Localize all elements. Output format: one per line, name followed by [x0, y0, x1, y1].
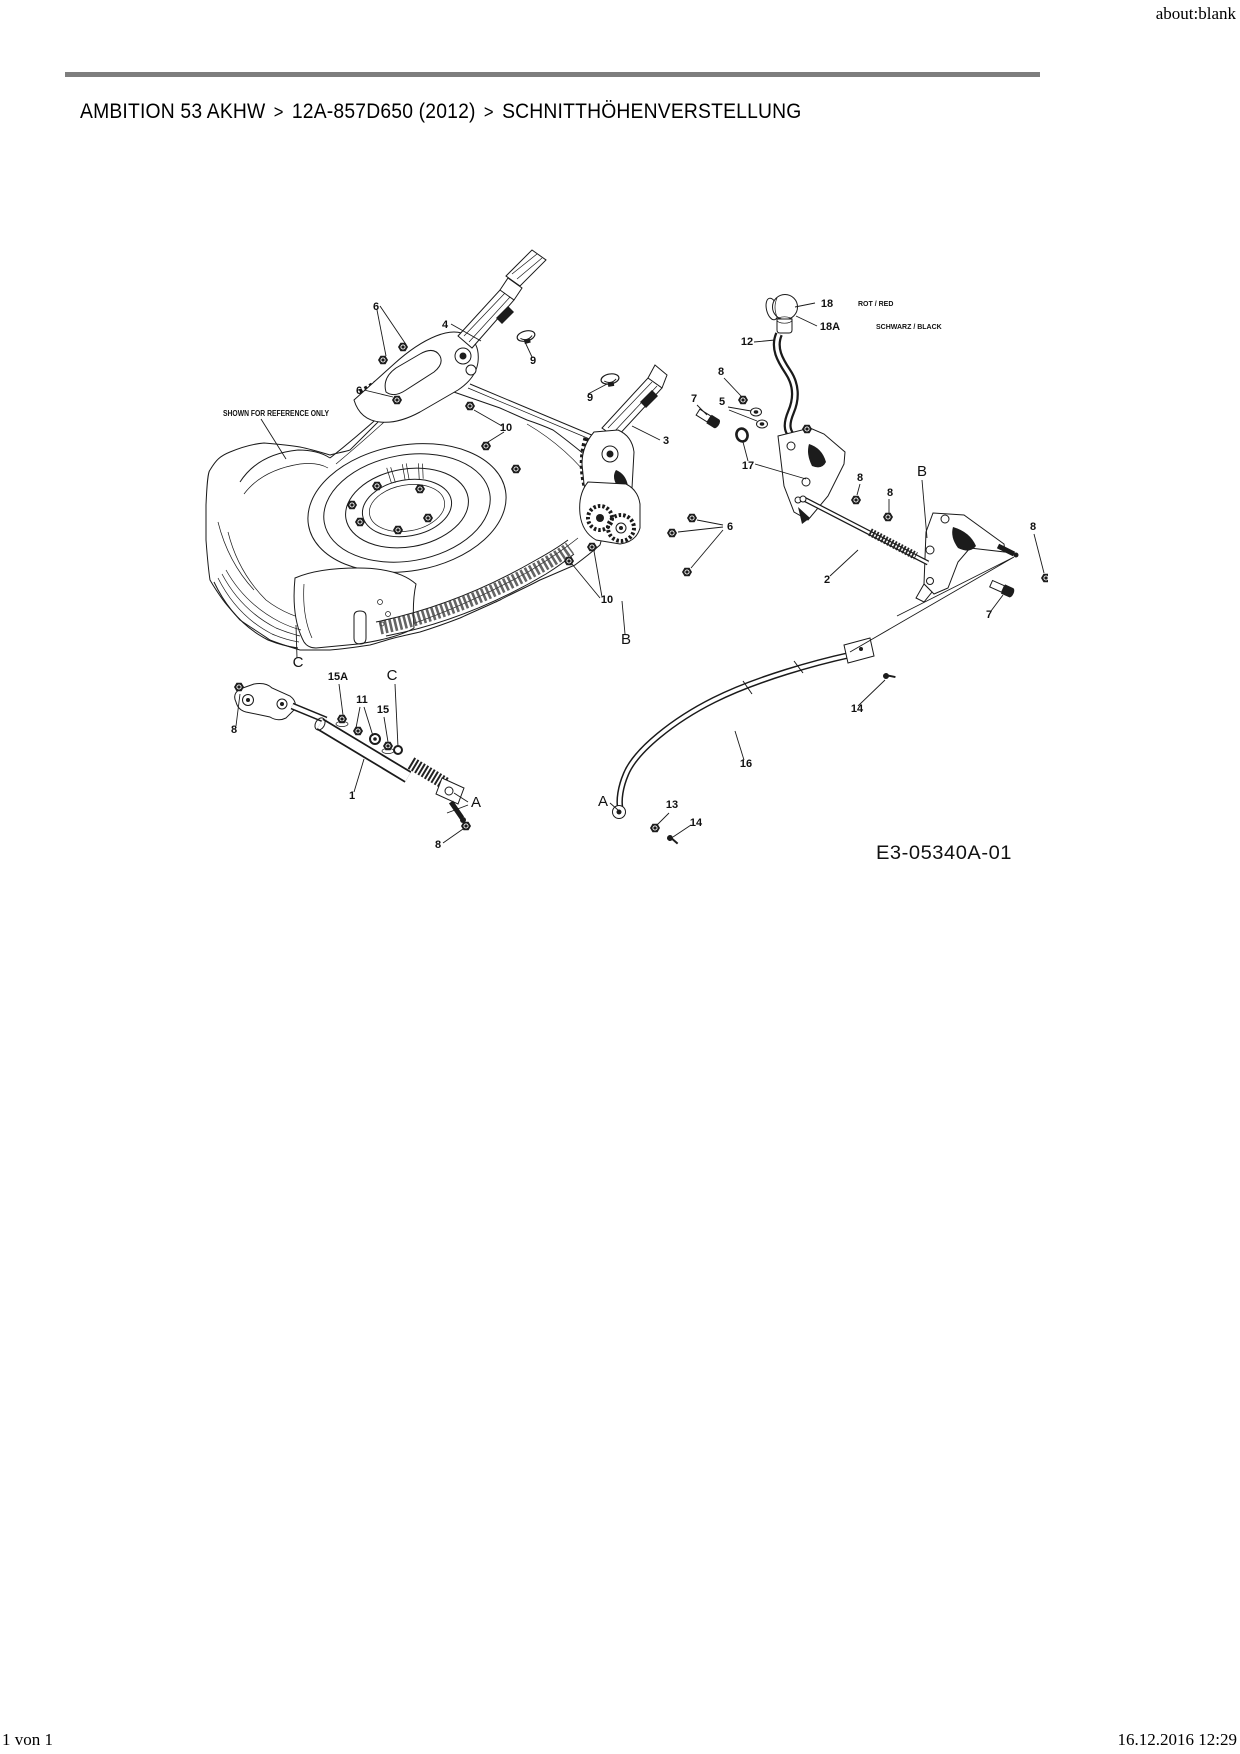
part-callout-1: 1 — [348, 790, 356, 802]
reference-note: SHOWN FOR REFERENCE ONLY — [223, 409, 330, 418]
view-ref-A: A — [470, 794, 482, 811]
breadcrumb-model: AMBITION 53 AKHW — [80, 100, 266, 123]
part-callout-11: 11 — [356, 694, 368, 706]
part-callout-13: 13 — [665, 799, 679, 811]
rear-mount-bracket-left — [778, 425, 845, 524]
part-callout-8: 8 — [886, 487, 894, 499]
breadcrumb-separator: > — [273, 102, 284, 122]
part-callout-18: 18 — [820, 298, 834, 310]
part-callout-15a: 15A — [327, 671, 349, 683]
exploded-view-drawing — [158, 232, 1048, 882]
part-callout-8: 8 — [856, 472, 864, 484]
knob-color-note-red: ROT / RED — [858, 301, 894, 308]
view-ref-C: C — [292, 654, 304, 671]
breadcrumb-separator: > — [483, 102, 494, 122]
part-callout-9: 9 — [529, 355, 537, 367]
adjuster-lever — [777, 334, 795, 435]
view-ref-B: B — [916, 463, 928, 480]
part-callout-7: 7 — [985, 609, 993, 621]
part-callout-8: 8 — [1029, 521, 1037, 533]
part-callout-3: 3 — [662, 435, 670, 447]
front-link-rod — [613, 638, 875, 819]
part-callout-17: 17 — [741, 460, 755, 472]
part-callout-15: 15 — [376, 704, 390, 716]
header-rule — [65, 72, 1040, 77]
part-callout-10: 10 — [499, 422, 513, 434]
part-callout-18a: 18A — [819, 321, 841, 333]
view-ref-A: A — [597, 793, 609, 810]
knob-color-note-black: SCHWARZ / BLACK — [876, 324, 942, 331]
view-ref-B: B — [620, 631, 632, 648]
drawing-number: E3-05340A-01 — [876, 843, 1012, 864]
part-callout-4: 4 — [441, 319, 449, 331]
part-callout-16: 16 — [739, 758, 753, 770]
part-callout-8: 8 — [717, 366, 725, 378]
breadcrumb-variant: 12A-857D650 (2012) — [291, 100, 476, 123]
part-callout-8: 8 — [434, 839, 442, 851]
bolt-7 — [695, 408, 721, 429]
part-callout-6: 6 — [355, 385, 363, 397]
part-callout-6: 6 — [372, 301, 380, 313]
front-bumper-hatch — [214, 570, 301, 648]
footer-page-count: 1 von 1 — [2, 1730, 53, 1749]
part-callout-10: 10 — [600, 594, 614, 606]
footer-datetime: 16.12.2016 12:29 — [1117, 1730, 1237, 1749]
browser-print-header-url: about:blank — [1155, 4, 1236, 23]
breadcrumb — [80, 100, 802, 124]
part-callout-9: 9 — [586, 392, 594, 404]
deck-rings — [298, 429, 517, 588]
part-callout-7: 7 — [690, 393, 698, 405]
part-callout-14: 14 — [850, 703, 864, 715]
part-callout-14: 14 — [689, 817, 703, 829]
parts-diagram — [158, 232, 1048, 882]
part-callout-8: 8 — [230, 724, 238, 736]
adjuster-knob — [764, 295, 797, 334]
part-callout-12: 12 — [740, 336, 754, 348]
part-callout-2: 2 — [823, 574, 831, 586]
part-callout-5: 5 — [718, 396, 726, 408]
crank-assembly — [235, 684, 466, 824]
view-ref-C: C — [386, 667, 398, 684]
breadcrumb-section: SCHNITTHÖHENVERSTELLUNG — [502, 100, 802, 123]
part-callout-6: 6 — [726, 521, 734, 533]
o-ring-17 — [735, 427, 749, 442]
connector-rod — [800, 496, 928, 563]
front-cover — [294, 568, 416, 648]
